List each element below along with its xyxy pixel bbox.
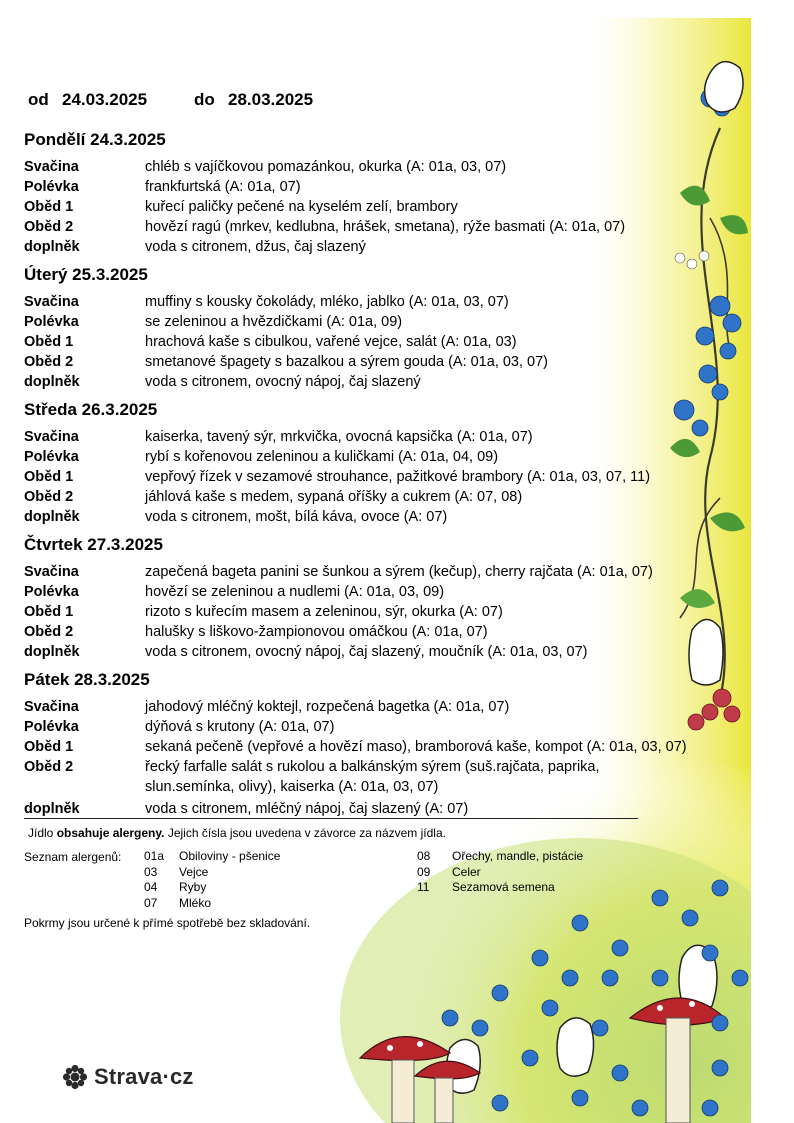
meal-text: rybí s kořenovou zeleninou a kuličkami (A: 01a, 04, 09) bbox=[145, 449, 499, 465]
from-date: 24.03.2025 bbox=[62, 90, 148, 109]
meal-text: řecký farfalle salát s rukolou a balkánským sýrem (suš.rajčata, paprika, slun.semínka, olivy), kaiserka (A: 01a, 03, 07) bbox=[145, 759, 600, 795]
storage-note: Pokrmy jsou určené k přímé spotřebě bez skladování. bbox=[24, 916, 311, 930]
to-date: 28.03.2025 bbox=[228, 90, 314, 109]
meal-text: frankfurtská (A: 01a, 07) bbox=[145, 179, 301, 195]
meal-label: doplněk bbox=[24, 509, 80, 525]
strava-logo bbox=[62, 1064, 194, 1090]
meal-label: Svačina bbox=[24, 564, 79, 580]
meal-label: Oběd 1 bbox=[24, 334, 74, 350]
to-label: do bbox=[194, 90, 215, 109]
meal-label: Svačina bbox=[24, 699, 79, 715]
meal-text: muffiny s kousky čokolády, mléko, jablko (A: 01a, 03, 07) bbox=[145, 294, 509, 310]
meal-text: sekaná pečeně (vepřové a hovězí maso), bramborová kaše, kompot (A: 01a, 03, 07) bbox=[145, 739, 687, 755]
meal-text: hovězí ragú (mrkev, kedlubna, hrášek, smetana), rýže basmati (A: 01a, 07) bbox=[145, 219, 626, 235]
meal-label: Oběd 2 bbox=[24, 489, 74, 505]
meal-label: Svačina bbox=[24, 294, 79, 310]
allergen-item: 08 Ořechy, mandle, pistácie bbox=[417, 849, 584, 863]
meal-text: hovězí se zeleninou a nudlemi (A: 01a, 03, 09) bbox=[145, 584, 445, 600]
allergen-note-rest: Jejich čísla jsou uvedena v závorce za názvem jídla. bbox=[164, 826, 446, 840]
menu-page bbox=[20, 18, 751, 1123]
meal-text: voda s citronem, mošt, bílá káva, ovoce (A: 07) bbox=[145, 509, 448, 525]
meal-label: Polévka bbox=[24, 719, 79, 735]
meal-label: Oběd 2 bbox=[24, 624, 74, 640]
allergen-note bbox=[28, 826, 446, 840]
meal-text: voda s citronem, ovocný nápoj, čaj slazený bbox=[145, 374, 421, 390]
meal-label: Oběd 1 bbox=[24, 199, 74, 215]
meal-label: Oběd 2 bbox=[24, 354, 74, 370]
meal-text: jahodový mléčný koktejl, rozpečená bagetka (A: 01a, 07) bbox=[145, 699, 510, 715]
allergen-item: 11 Sezamová semena bbox=[417, 880, 555, 894]
meal-text: halušky s liškovo-žampionovou omáčkou (A: 01a, 07) bbox=[145, 624, 488, 640]
allergen-item: 04 Ryby bbox=[144, 880, 207, 894]
meal-text: hrachová kaše s cibulkou, vařené vejce, salát (A: 01a, 03) bbox=[145, 334, 517, 350]
meal-label: doplněk bbox=[24, 239, 80, 255]
meal-text: jáhlová kaše s medem, sypaná oříšky a cukrem (A: 07, 08) bbox=[145, 489, 523, 505]
allergen-column-right bbox=[417, 849, 583, 896]
meal-text: voda s citronem, džus, čaj slazený bbox=[145, 239, 366, 255]
meal-label: Polévka bbox=[24, 179, 79, 195]
allergen-item: 01a Obiloviny - pšenice bbox=[144, 849, 281, 863]
meal-label: Oběd 1 bbox=[24, 604, 74, 620]
meal-text: smetanové špagety s bazalkou a sýrem gouda (A: 01a, 03, 07) bbox=[145, 354, 549, 370]
meal-text: voda s citronem, ovocný nápoj, čaj slazený, moučník (A: 01a, 03, 07) bbox=[145, 644, 588, 660]
meal-text: dýňová s krutony (A: 01a, 07) bbox=[145, 719, 335, 735]
divider-line bbox=[24, 818, 638, 819]
meal-text: kaiserka, tavený sýr, mrkvička, ovocná kapsička (A: 01a, 07) bbox=[145, 429, 533, 445]
meal-label: Oběd 1 bbox=[24, 469, 74, 485]
day-title: Pondělí 24.3.2025 bbox=[24, 130, 166, 149]
meal-label: doplněk bbox=[24, 374, 80, 390]
meal-label: Svačina bbox=[24, 429, 79, 445]
meal-text: rizoto s kuřecím masem a zeleninou, sýr, okurka (A: 07) bbox=[145, 604, 503, 620]
allergen-list-label: Seznam alergenů: bbox=[24, 850, 122, 864]
meal-label: Polévka bbox=[24, 449, 79, 465]
meal-label: Svačina bbox=[24, 159, 79, 175]
meal-label: Polévka bbox=[24, 584, 79, 600]
meal-label: Polévka bbox=[24, 314, 79, 330]
day-title: Středa 26.3.2025 bbox=[24, 400, 158, 419]
allergen-note-bold: obsahuje alergeny. bbox=[56, 826, 165, 840]
allergen-column-left bbox=[144, 849, 280, 911]
allergen-item: 07 Mléko bbox=[144, 895, 212, 910]
allergen-note-prefix: Jídlo bbox=[28, 826, 57, 840]
day-title: Pátek 28.3.2025 bbox=[24, 670, 150, 689]
meal-label: doplněk bbox=[24, 644, 80, 660]
meal-text: se zeleninou a hvězdičkami (A: 01a, 09) bbox=[145, 314, 403, 330]
day-title: Čtvrtek 27.3.2025 bbox=[24, 535, 163, 554]
meal-text: vepřový řízek v sezamové strouhance, pažitkové brambory (A: 01a, 03, 07, 11) bbox=[145, 469, 651, 485]
paw-logo-icon bbox=[62, 1064, 88, 1090]
allergen-item: 09 Celer bbox=[417, 864, 481, 879]
meal-label: doplněk bbox=[24, 801, 80, 817]
meal-text: chléb s vajíčkovou pomazánkou, okurka (A: 01a, 03, 07) bbox=[145, 159, 507, 175]
meal-text: kuřecí paličky pečené na kyselém zelí, brambory bbox=[145, 199, 458, 215]
meal-text: voda s citronem, mléčný nápoj, čaj slazený (A: 07) bbox=[145, 801, 469, 817]
from-label: od bbox=[28, 90, 49, 109]
meal-label: Oběd 2 bbox=[24, 219, 74, 235]
meal-label: Oběd 1 bbox=[24, 739, 74, 755]
day-title: Úterý 25.3.2025 bbox=[24, 265, 148, 284]
allergen-item: 03 Vejce bbox=[144, 864, 209, 879]
meal-text: zapečená bageta panini se šunkou a sýrem (kečup), cherry rajčata (A: 01a, 07) bbox=[145, 564, 653, 580]
logo-text: Strava·cz bbox=[94, 1064, 194, 1089]
meal-label: Oběd 2 bbox=[24, 759, 74, 775]
